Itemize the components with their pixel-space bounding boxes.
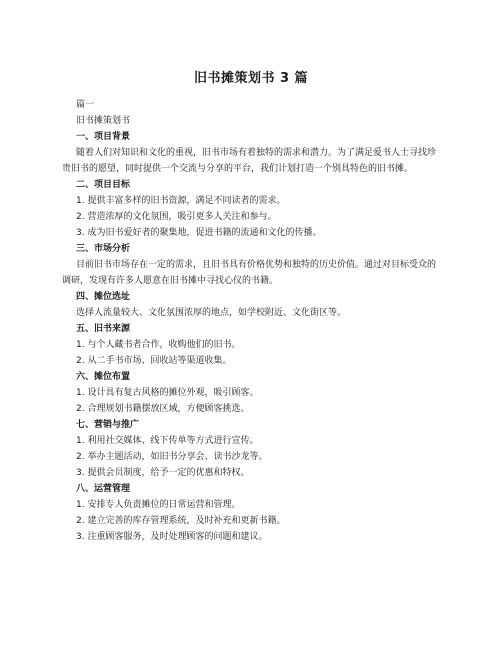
document-subtitle: 旧书摊策划书 — [76, 116, 131, 126]
document-body — [62, 97, 442, 545]
list-item: 2. 建立完善的库存管理系统，及时补充和更新书籍。 — [76, 516, 286, 526]
list-item: 1. 设计具有复古风格的摊位外观，吸引顾客。 — [76, 388, 259, 398]
section-heading-operations: 八、运营管理 — [76, 484, 131, 494]
section-heading-market: 三、市场分析 — [76, 244, 131, 254]
section-heading-goals: 二、项目目标 — [76, 180, 131, 190]
section-heading-location: 四、摊位选址 — [76, 292, 131, 302]
section-heading-marketing: 七、营销与推广 — [76, 420, 140, 430]
list-item: 2. 从二手书市场、回收站等渠道收集。 — [76, 356, 232, 366]
section-paragraph-market: 目前旧书市场存在一定的需求，且旧书具有价格优势和独特的历史价值。通过对目标受众的调研，发现有许多人愿意在旧书摊中寻找心仪的书籍。 — [62, 260, 437, 286]
section-paragraph-location: 选择人流量较大、文化氛围浓厚的地点，如学校附近、文化街区等。 — [76, 308, 347, 318]
list-item: 2. 举办主题活动，如旧书分享会、读书沙龙等。 — [76, 452, 268, 462]
section-label: 篇一 — [76, 100, 95, 110]
list-item: 3. 成为旧书爱好者的聚集地，促进书籍的流通和文化的传播。 — [76, 228, 322, 238]
list-item: 2. 营造浓厚的文化氛围，吸引更多人关注和参与。 — [76, 212, 277, 222]
document-title: 旧书摊策划书 3 篇 — [193, 71, 309, 86]
section-paragraph-background: 随着人们对知识和文化的重视，旧书市场有着独特的需求和潜力。为了满足爱书人士寻找珍贵旧书的愿望，同时提供一个交流与分享的平台，我们计划打造一个别具特色的旧书摊。 — [62, 148, 437, 174]
list-item: 3. 注重顾客服务，及时处理顾客的问题和建议。 — [76, 532, 268, 542]
list-item: 3. 提供会员制度，给予一定的优惠和特权。 — [76, 468, 250, 478]
list-item: 1. 提供丰富多样的旧书资源，满足不同读者的需求。 — [76, 196, 286, 206]
section-heading-layout: 六、摊位布置 — [76, 372, 131, 382]
list-item: 1. 利用社交媒体、线下传单等方式进行宣传。 — [76, 436, 259, 446]
section-heading-background: 一、项目背景 — [76, 132, 131, 142]
list-item: 1. 安排专人负责摊位的日常运营和管理。 — [76, 500, 241, 510]
list-item: 2. 合理规划书籍摆放区域，方便顾客挑选。 — [76, 404, 250, 414]
section-heading-source: 五、旧书来源 — [76, 324, 131, 334]
list-item: 1. 与个人藏书者合作，收购他们的旧书。 — [76, 340, 241, 350]
